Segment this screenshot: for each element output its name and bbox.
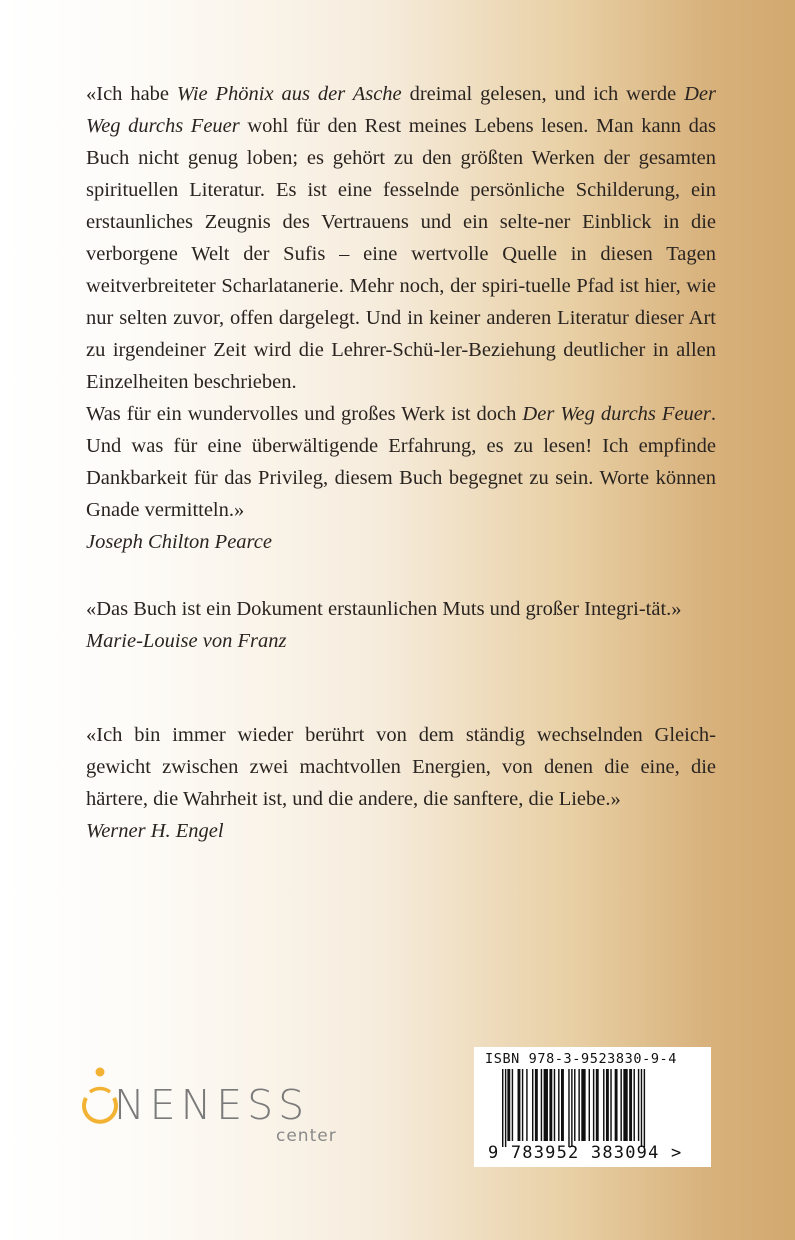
barcode-bar: [581, 1069, 585, 1141]
barcode-bar: [507, 1069, 510, 1141]
barcode-bar: [522, 1069, 523, 1141]
book-title: Wie Phönix aus der Asche: [176, 83, 402, 105]
barcode-bar: [505, 1069, 506, 1147]
ean-digits: 9 783952 383094 >: [488, 1143, 683, 1163]
barcode-bar: [596, 1069, 599, 1141]
quote-von-franz-author: Marie-Louise von Franz: [86, 630, 287, 652]
barcode-bar: [568, 1069, 569, 1147]
quote-text-run: Was für ein wundervolles und großes Werk ist doch: [86, 403, 523, 425]
barcode-bar: [532, 1069, 533, 1141]
quote-von-franz-text: «Das Buch ist ein Dokument erstaunlichen Muts und großer Integri-​tät.»: [86, 598, 682, 620]
quote-pearce-paragraph-2: [86, 398, 716, 526]
quote-engel-author: Werner H. Engel: [86, 820, 224, 842]
barcode-bar: [593, 1069, 594, 1141]
barcode-bar: [623, 1069, 627, 1141]
book-title: Der Weg durchs Feuer: [522, 403, 711, 425]
oneness-center-logo: [80, 1062, 350, 1152]
barcode-bar: [589, 1069, 590, 1141]
barcode-bar: [518, 1069, 521, 1141]
barcode-bar: [574, 1069, 575, 1141]
barcode-bar: [620, 1069, 621, 1141]
barcode-bar: [603, 1069, 604, 1141]
logo-wordmark: NENESS: [114, 1081, 310, 1129]
barcode-bar: [554, 1069, 555, 1141]
quote-text-run: wohl für den Rest meines Lebens lesen. Man kann das Buch nicht genug loben; es gehört zu den größten Werken der gesamten spirituellen Literatur. Es ist eine fesselnde persönliche Schilderung, ein erstaunliches Zeugnis des Vertrauens und ein selte-​ner Einblick in die verborgene Welt der Sufis – eine wertvolle Quelle in diesen Tagen weitverbreiteter Scharlatanerie. Mehr noch, der spiri-​tuelle Pfad ist hier, wie nur selten zuvor, offen dargelegt. Und in keiner anderen Literatur dieser Art zu irgendeiner Zeit wird die Lehrer-Schü-​ler-Beziehung deutlicher in allen Einzelheiten beschrieben.: [86, 115, 716, 393]
barcode-bar: [629, 1069, 632, 1141]
isbn-barcode: [474, 1047, 711, 1167]
barcode-bar: [526, 1069, 527, 1141]
barcode-bar: [634, 1069, 635, 1141]
barcode-bar: [606, 1069, 609, 1141]
logo-center-label: center: [276, 1126, 337, 1146]
barcode-bar: [571, 1069, 572, 1147]
quote-von-franz: [86, 593, 716, 657]
isbn-label: ISBN 978-3-9523830-9-4: [485, 1051, 678, 1067]
quote-engel-text: «Ich bin immer wieder berührt von dem ständig wechselnden Gleich-​gewicht zwischen zwei machtvollen Energien, von denen die eine, die härtere, die Wahrheit ist, und die andere, die sanftere, die Liebe.»: [86, 724, 716, 810]
quote-text-run: «Ich habe: [86, 83, 177, 105]
barcode-bar: [561, 1069, 564, 1141]
barcode-bar: [641, 1069, 642, 1147]
barcode-bar: [541, 1069, 542, 1141]
book-title: Der Weg durchs Feuer: [86, 83, 716, 137]
barcode-bar: [502, 1069, 503, 1147]
barcode-bar: [544, 1069, 548, 1141]
barcode-bar: [512, 1069, 513, 1141]
barcode-bar: [615, 1069, 618, 1141]
quote-engel: [86, 719, 716, 847]
quote-pearce-author: Joseph Chilton Pearce: [86, 531, 272, 553]
barcode-bar: [638, 1069, 639, 1141]
barcode-bar: [549, 1069, 552, 1141]
barcode-bar: [578, 1069, 579, 1141]
quote-pearce-paragraph-1: [86, 78, 716, 398]
barcode-bar: [644, 1069, 645, 1147]
barcode-bar: [558, 1069, 559, 1141]
quote-text-run: . Und was für eine überwältigende Erfahrung, es zu lesen! Ich empfinde Dankbarkeit für das Privileg, diesem Buch begegnet zu sein. Worte können Gnade vermitteln.»: [86, 403, 716, 521]
barcode-bar: [535, 1069, 538, 1141]
barcode-bar: [610, 1069, 611, 1141]
quote-pearce: [86, 78, 716, 558]
quote-text-run: dreimal gelesen, und ich werde: [401, 83, 685, 105]
